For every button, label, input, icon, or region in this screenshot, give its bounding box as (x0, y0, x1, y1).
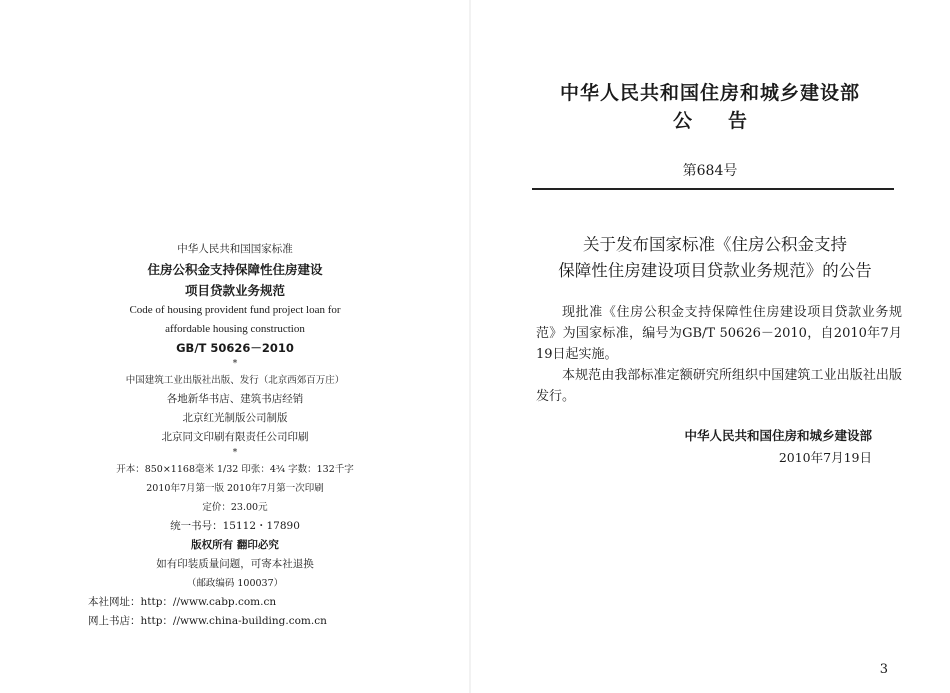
colophon-line-title-en-2: affordable housing construction (165, 323, 305, 335)
colophon-line-copyright: 版权所有 翻印必究 (191, 539, 279, 551)
right-page (470, 0, 950, 693)
signature-date: 2010年7月19日 (778, 450, 872, 465)
colophon-separator-1: * (232, 359, 238, 369)
announcement-body (536, 302, 902, 407)
announcement-title-line-1: 关于发布国家标准《住房公积金支持 (583, 235, 847, 254)
colophon-line-title-en-1: Code of housing provident fund project loan for (129, 304, 341, 316)
colophon-line-edition: 2010年7月第一版 2010年7月第一次印刷 (146, 483, 324, 494)
colophon-line-standard-code: GB/T 50626－2010 (176, 341, 294, 355)
colophon-line-publisher: 中国建筑工业出版社出版、发行（北京西郊百万庄） (125, 375, 345, 386)
issuing-ministry-title: 中华人民共和国住房和城乡建设部 (559, 82, 860, 104)
colophon-line-standard-type: 中华人民共和国国家标准 (177, 243, 293, 255)
colophon-line-online-store: 网上书店：http：//www.china-building.com.cn (88, 615, 327, 627)
colophon-line-price: 定价：23.00元 (202, 502, 268, 513)
colophon-line-returns: 如有印装质量问题，可寄本社退换 (156, 558, 314, 570)
notice-heading: 公告 (672, 110, 783, 132)
colophon-separator-2: * (232, 448, 238, 458)
signature-organization: 中华人民共和国住房和城乡建设部 (684, 428, 872, 443)
colophon-line-title-cn-2: 项目贷款业务规范 (184, 283, 285, 298)
left-page (0, 0, 470, 693)
colophon-line-website: 本社网址：http：//www.cabp.com.cn (88, 596, 277, 608)
colophon (80, 240, 390, 631)
colophon-line-postcode: （邮政编码 100037） (186, 578, 284, 589)
page-number: 3 (879, 662, 888, 677)
body-paragraph-1: 现批准《住房公积金支持保障性住房建设项目贷款业务规范》为国家标准，编号为GB/T 50626－2010，自2010年7月19日起实施。 (536, 305, 902, 362)
colophon-line-book-number: 统一书号：15112・17890 (170, 520, 300, 532)
announcement-title-line-2: 保障性住房建设项目贷款业务规范》的公告 (558, 261, 872, 280)
colophon-line-printer: 北京同文印刷有限责任公司印刷 (161, 431, 309, 443)
body-paragraph-2: 本规范由我部标准定额研究所组织中国建筑工业出版社出版发行。 (536, 368, 902, 404)
announcement-title (510, 232, 920, 284)
colophon-line-title-cn-1: 住房公积金支持保障性住房建设 (147, 262, 323, 277)
notice-number: 第684号 (682, 163, 738, 179)
colophon-line-format: 开本：850×1168毫米 1/32 印张：4¾ 字数：132千字 (116, 464, 354, 475)
colophon-line-distributor: 各地新华书店、建筑书店经销 (166, 393, 304, 405)
colophon-line-plate-maker: 北京红光制版公司制版 (182, 412, 288, 424)
header-rule (532, 188, 894, 190)
